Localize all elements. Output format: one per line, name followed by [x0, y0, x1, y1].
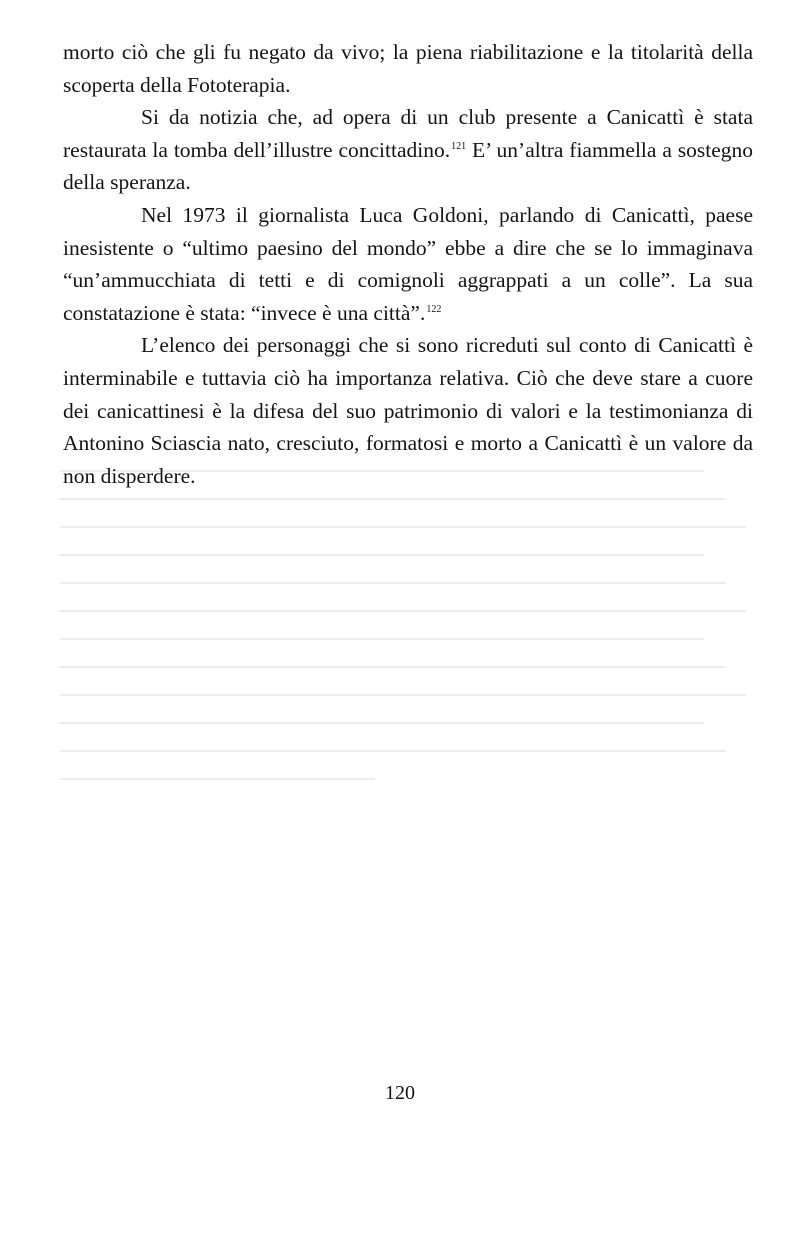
paragraph-p4 — [63, 329, 753, 492]
body-text — [63, 36, 753, 492]
show-through-line — [60, 694, 746, 696]
paragraph-p1 — [63, 36, 753, 101]
paragraph-text: Si da notizia che, ad opera di un club presente a Canicattì è stata restaurata la tomba dell’illustre concittadino. — [63, 105, 753, 162]
page-number: 120 — [385, 1082, 415, 1104]
footnote-marker: 122 — [426, 303, 442, 315]
show-through-line — [60, 526, 746, 528]
show-through-line — [60, 778, 375, 780]
show-through-line — [60, 498, 725, 500]
show-through-line — [60, 582, 725, 584]
paragraph-p3 — [63, 199, 753, 329]
paragraph-p2 — [63, 101, 753, 199]
show-through-texture — [60, 470, 760, 810]
paragraph-text: E’ un’altra fiammella a sostegno della speranza. — [63, 137, 753, 195]
footnote-marker: 121 — [451, 140, 467, 152]
show-through-line — [60, 638, 704, 640]
show-through-line — [60, 750, 725, 752]
show-through-line — [60, 722, 704, 724]
show-through-line — [60, 554, 704, 556]
paragraph-text: morto ciò che gli fu negato da vivo; la piena riabilitazione e la titolarità della scoperta della Fototerapia. — [63, 40, 753, 97]
paragraph-text: L’elenco dei personaggi che si sono ricreduti sul conto di Canicattì è interminabile e tuttavia ciò ha importanza relativa. Ciò che deve stare a cuore dei canicattinesi è la difesa del suo patrimonio di valori e la testimonianza di Antonino Sciascia nato, cresciuto, formatosi e morto a Canicattì è un valore da non disperdere. — [63, 333, 753, 488]
paragraph-text: Nel 1973 il giornalista Luca Goldoni, parlando di Canicattì, paese inesistente o “ultimo paesino del mondo” ebbe a dire che se lo immaginava “un’ammucchiata di tetti e di comignoli aggrappati a un colle”. La sua constatazione è stata: “invece è una città”. — [63, 202, 753, 325]
show-through-line — [60, 610, 746, 612]
show-through-line — [60, 666, 725, 668]
